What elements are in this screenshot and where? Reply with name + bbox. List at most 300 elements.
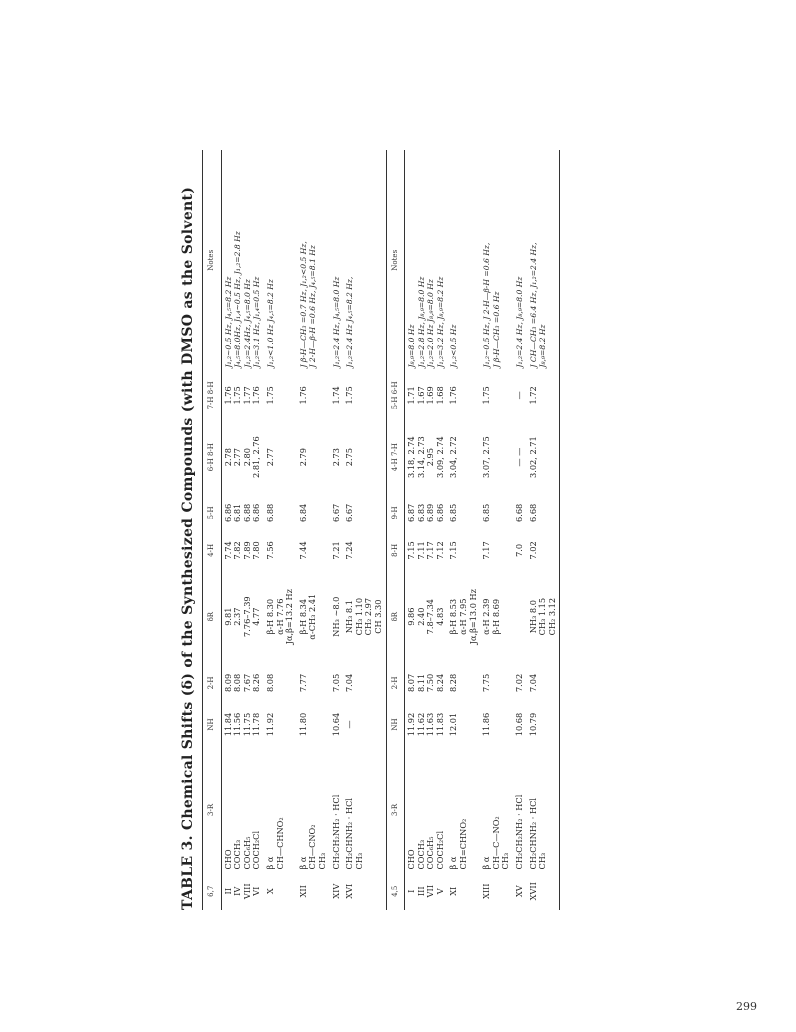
substituent-r [264,747,297,872]
r-shift-line: α-H 7.95 [458,598,469,635]
r-shift-line: CH 3.30 [372,599,383,634]
h4-shift-line: 7.0 [514,543,525,557]
h6-h8-shift [343,420,386,494]
h4-shift-line: 7.21 [330,541,341,560]
r-shift [405,569,448,664]
h4-shift-line: 7.56 [264,541,275,560]
nh-shift-line: 11.80 [297,712,308,737]
h2-shift-line: 8.08 [232,673,243,693]
nh-shift-line: 11.83 [434,712,445,737]
h2-shift-line: 8.08 [264,673,275,693]
coupling-notes-line: J₁,₂∼0.5 Hz, J₄,₅=8.2 Hz [223,276,233,368]
substituent-r-line: CH—CHNO₂ [274,817,285,870]
column-header: 6,7 [203,872,222,910]
h6-h8-shift [480,420,513,494]
table-header-row [203,150,222,910]
column-header: 5-H 6-H [386,371,405,421]
nh-shift-line: 11.78 [251,712,262,737]
h4-shift [527,532,560,570]
compound-number [480,872,513,910]
h5-shift [330,494,344,532]
coupling-notes-line: J₁,₂=3.2 Hz, J₈,₉=8.2 Hz [435,276,445,368]
coupling-notes [221,150,264,371]
table-row [297,150,330,910]
compound-number-line: V [434,888,445,895]
column-header: NH [386,702,405,748]
coupling-notes-line: J₁,₂<1.0 Hz J₄,₅=8.2 Hz [265,279,275,368]
substituent-r [527,747,560,872]
substituent-r [221,747,264,872]
h7-h8-shift-line: 1.68 [434,386,445,405]
h2-shift-line: 8.07 [406,673,417,693]
substituent-r [405,747,448,872]
coupling-notes [447,150,480,371]
shifts-table [202,150,560,910]
h6-h8-shift-line: 3.02, 2.71 [527,436,538,478]
substituent-r-line: β α [264,856,275,870]
substituent-r-line: CHO [406,849,417,870]
h2-shift-line: 7.05 [330,673,341,693]
h5-shift-line: 6.83 [415,503,426,522]
table-row [221,150,264,910]
page-number: 299 [736,1000,757,1013]
compound-number [405,872,448,910]
h7-h8-shift-line: 1.75 [232,386,243,405]
nh-shift-line: 11.63 [425,712,436,737]
r-shift-line: α-H 2.39 [481,598,492,635]
compound-number-line: I [406,889,417,893]
h7-h8-shift-line: 1.76 [297,386,308,405]
h6-h8-shift [221,420,264,494]
h7-h8-shift-line: 1.67 [415,386,426,405]
coupling-notes-line: J₁,₂∼0.5 Hz, J 2-H—β-H =0.6 Hz, [482,242,492,368]
compound-number [264,872,297,910]
column-header: 4-H 7-H [386,420,405,494]
h4-shift-line: 7.12 [434,541,445,560]
nh-shift [447,702,480,748]
compound-number-line: XV [514,885,525,898]
substituent-r-line: CH₃ [500,852,511,870]
h2-shift [513,664,527,702]
h4-shift [264,532,297,570]
substituent-r-line: COCH₂Cl [434,830,445,870]
h6-h8-shift-line: 3.18, 2.74 [406,436,417,478]
r-shift-line: CH₂ 3.12 [546,597,557,636]
nh-shift-line: 10.68 [514,712,525,737]
r-shift [330,569,344,664]
h4-shift-line: 7.24 [344,541,355,560]
h4-shift [480,532,513,570]
substituent-r-line: COCH₃ [415,839,426,870]
compound-number-line: XII [297,885,308,898]
coupling-notes [405,150,448,371]
table-row [447,150,480,910]
coupling-notes-line: J₁,₂=2.0 Hz J₈,₉=8.0 Hz [426,279,436,368]
compound-number [330,872,344,910]
h4-shift [447,532,480,570]
r-shift-line: NH₃ 8.0 [527,600,538,634]
substituent-r [330,747,344,872]
coupling-notes-line: J β-H—CH₃ =0.6 Hz [491,291,501,368]
h6-h8-shift-line: 2.77 [232,448,243,467]
substituent-r [480,747,513,872]
h2-shift-line: 7.67 [241,673,252,693]
coupling-notes [527,150,560,371]
nh-shift [297,702,330,748]
h2-shift [343,664,386,702]
nh-shift-line: 11.56 [232,712,243,737]
h6-h8-shift [447,420,480,494]
nh-shift [480,702,513,748]
r-shift-line: β-H 8.30 [264,598,275,635]
nh-shift [330,702,344,748]
table-row [264,150,297,910]
coupling-notes-line: J₁,₂=2.4 Hz, J₄,₅=8.0 Hz [331,276,341,368]
column-header: 6-H 8-H [203,420,222,494]
compound-number-line: VI [251,886,262,896]
h7-h8-shift-line: 1.69 [425,386,436,405]
h7-h8-shift-line: 1.71 [406,386,417,405]
compound-number-line: XVII [527,882,538,901]
h4-shift-line: 7.17 [425,541,436,560]
column-header: 7-H 8-H [203,371,222,421]
column-header: 2-H [386,664,405,702]
h7-h8-shift-line: 1.72 [527,386,538,405]
compound-number-line: XI [448,886,459,896]
h2-shift-line: 8.09 [222,673,233,693]
nh-shift [221,702,264,748]
substituent-r-line: COC₆H₅ [425,836,436,870]
column-header: 4,5 [386,872,405,910]
r-shift-line: α-CH₃ 2.41 [307,593,318,640]
r-shift-line: NH₃ ∼8.0 [330,596,341,637]
substituent-r-line: CH=CHNO₂ [458,818,469,870]
h2-shift-line: 7.04 [527,673,538,693]
substituent-r-line: CH₂CH₂NH₂ · HCl [330,794,341,870]
h6-h8-shift-line: 3.07, 2.75 [481,436,492,478]
r-shift-line: CH₃ 1.10 [353,597,364,636]
h7-h8-shift [447,371,480,421]
h6-h8-shift-line: 2.78 [222,448,233,467]
nh-shift-line: 11.75 [241,712,252,737]
substituent-r [447,747,480,872]
compound-number-line: IV [232,886,243,896]
table-header-row [386,150,405,910]
h6-h8-shift-line: 3.14, 2.73 [415,436,426,478]
coupling-notes-line: J₁,₂=2.4 Hz, J₈,₉=8.0 Hz [515,276,525,368]
substituent-r-line: CH—CNO₂ [307,824,318,870]
coupling-notes [343,150,386,371]
h6-h8-shift-line: 2.79 [297,448,308,467]
h6-h8-shift-line: 2.95 [425,448,436,467]
column-header: 8-H [386,532,405,570]
h5-shift-line: 6.67 [344,503,355,522]
h7-h8-shift [343,371,386,421]
h6-h8-shift-line: 3.09, 2.74 [434,436,445,478]
r-shift [343,569,386,664]
column-header: 5-H [203,494,222,532]
h5-shift [447,494,480,532]
h6-h8-shift-line: — — [514,447,525,467]
h5-shift [527,494,560,532]
coupling-notes [480,150,513,371]
h4-shift-line: 7.82 [232,541,243,560]
substituent-r-line: β α [448,856,459,870]
h5-shift-line: 6.88 [264,503,275,522]
h6-h8-shift-line: 2.80 [241,448,252,467]
h6-h8-shift [330,420,344,494]
h2-shift [330,664,344,702]
h4-shift-line: 7.11 [415,541,426,560]
h4-shift [330,532,344,570]
h2-shift-line: 7.02 [514,673,525,693]
r-shift-line: Jα,β=13.2 Hz [284,589,295,645]
coupling-notes [330,150,344,371]
table-row [343,150,386,910]
substituent-r-line: β α [481,856,492,870]
h5-shift-line: 6.86 [222,503,233,522]
h4-shift-line: 7.17 [481,541,492,560]
coupling-notes [297,150,330,371]
r-shift-line: CH₃ 1.15 [537,597,548,636]
coupling-notes-line: J₁,₂=3.1 Hz, J₁,₄=0.5 Hz [252,276,262,368]
r-shift [527,569,560,664]
h2-shift [480,664,513,702]
nh-shift-line: — [344,720,355,729]
h7-h8-shift [297,371,330,421]
h2-shift-line: 7.50 [425,673,436,693]
column-header: 4-H [203,532,222,570]
nh-shift-line: 10.79 [527,712,538,737]
coupling-notes-line: J₁,₂=2.4 Hz J₄,₅=8.2 Hz, [345,276,355,368]
h4-shift [297,532,330,570]
nh-shift [343,702,386,748]
r-shift-line: 2.40 [415,607,426,626]
compound-number-line: VII [425,885,436,898]
h7-h8-shift-line: 1.75 [264,386,275,405]
h6-h8-shift-line: 2.73 [330,448,341,467]
substituent-r-line: CH₃ [316,852,327,870]
h2-shift [405,664,448,702]
rotated-table-page [180,150,740,910]
h7-h8-shift-line: 1.75 [481,386,492,405]
h2-shift [264,664,297,702]
h7-h8-shift [221,371,264,421]
h5-shift-line: 6.81 [232,503,243,522]
coupling-notes-line: J₈,₉=8.2 Hz [538,324,548,368]
nh-shift [513,702,527,748]
coupling-notes-line: J₄,₅=8.0Hz, J₁,₄∼0.5 Hz, J₁,₂=2.8 Hz [233,231,243,368]
nh-shift-line: 11.62 [415,712,426,737]
table-row [330,150,344,910]
column-header: 2-H [203,664,222,702]
h2-shift-line: 8.11 [415,673,426,693]
substituent-r-line: COCH₂Cl [251,830,262,870]
h5-shift-line: 6.68 [527,503,538,522]
h5-shift [297,494,330,532]
compound-number-line: XIV [330,883,341,899]
h2-shift [447,664,480,702]
coupling-notes [264,150,297,371]
h5-shift-line: 6.84 [297,503,308,522]
h5-shift-line: 6.86 [251,503,262,522]
h6-h8-shift [264,420,297,494]
h2-shift-line: 7.75 [481,673,492,693]
compound-number-line: XIII [481,883,492,900]
h6-h8-shift [527,420,560,494]
coupling-notes-line: J CH—CH₃ =6.4 Hz, J₁,₂=2.4 Hz, [528,242,538,368]
h5-shift [405,494,448,532]
h5-shift-line: 6.85 [481,503,492,522]
substituent-r-line: CH—C—NO₂ [490,816,501,870]
substituent-r-line: CH₂CHNH₂ · HCl [527,797,538,870]
h7-h8-shift-line: 1.77 [241,386,252,405]
h7-h8-shift [330,371,344,421]
coupling-notes [513,150,527,371]
h2-shift-line: 8.26 [251,673,262,693]
h7-h8-shift-line: — [514,391,525,400]
h5-shift [264,494,297,532]
compound-number-line: XVI [344,883,355,899]
r-shift-line: β-H 8.34 [297,598,308,635]
r-shift-line: 4.77 [251,607,262,626]
nh-shift-line: 11.92 [406,712,417,737]
nh-shift-line: 11.92 [264,712,275,737]
h6-h8-shift-line: 2.77 [264,448,275,467]
h4-shift [513,532,527,570]
nh-shift-line: 11.86 [481,712,492,737]
h2-shift [297,664,330,702]
coupling-notes-line: J₁,₂<0.5 Hz [449,324,459,368]
substituent-r [297,747,330,872]
compound-number [447,872,480,910]
substituent-r-line: CH₂CHNH₂ · HCl [344,797,355,870]
h2-shift-line: 8.28 [448,673,459,693]
r-shift-line: β-H 8.53 [448,598,459,635]
r-shift [513,569,527,664]
h4-shift-line: 7.89 [241,541,252,560]
r-shift-line: CH₂ 2.97 [363,597,374,636]
h5-shift-line: 6.85 [448,503,459,522]
column-header: δR [386,569,405,664]
substituent-r-line: CH₃ [537,852,548,870]
table-caption: TABLE 3. Chemical Shifts (δ) of the Synthesized Compounds (with DMSO as the Solvent) [180,186,196,910]
h6-h8-shift-line: 3.04, 2.72 [448,436,459,478]
r-shift-line: 4.83 [434,607,445,626]
compound-number [527,872,560,910]
r-shift-line: 2.37 [232,607,243,626]
substituent-r [343,747,386,872]
substituent-r [513,747,527,872]
h7-h8-shift [527,371,560,421]
h6-h8-shift [405,420,448,494]
coupling-notes-line: J₁,₂=2.4Hz, J₄,₅=8.0 Hz [242,279,252,368]
compound-number [343,872,386,910]
h7-h8-shift [513,371,527,421]
compound-number [221,872,264,910]
column-header: δR [203,569,222,664]
h5-shift-line: 6.88 [241,503,252,522]
h5-shift [480,494,513,532]
coupling-notes-line: J₁,₂=2.8 Hz, J₈,₉=8.0 Hz [416,276,426,368]
h6-h8-shift [297,420,330,494]
r-shift [221,569,264,664]
compound-number-line: II [222,888,233,895]
table-row [480,150,513,910]
h7-h8-shift-line: 1.75 [344,386,355,405]
nh-shift [527,702,560,748]
h4-shift-line: 7.15 [448,541,459,560]
h2-shift [527,664,560,702]
h6-h8-shift-line: 2.75 [344,448,355,467]
r-shift-line: 9.86 [406,607,417,626]
h6-h8-shift [513,420,527,494]
h5-shift-line: 6.67 [330,503,341,522]
h4-shift-line: 7.80 [251,541,262,560]
column-header: NH [203,702,222,748]
h2-shift-line: 7.77 [297,673,308,693]
nh-shift [264,702,297,748]
h2-shift [221,664,264,702]
r-shift [447,569,480,664]
nh-shift [405,702,448,748]
h7-h8-shift [405,371,448,421]
column-header: 3-R [386,747,405,872]
coupling-notes-line: J 2-H—β-H =0.6 Hz, J₄,₅=8.1 Hz [308,245,318,368]
h5-shift [513,494,527,532]
h7-h8-shift-line: 1.74 [330,386,341,405]
nh-shift-line: 12.01 [448,712,459,737]
r-shift-line: 9.81 [222,607,233,626]
coupling-notes-line: J₈,₉=8.0 Hz [407,324,417,368]
h4-shift-line: 7.74 [222,541,233,560]
substituent-r-line: β α [297,856,308,870]
r-shift-line: NH₃ 8.1 [344,600,355,634]
r-shift-line: β-H 8.69 [490,598,501,635]
h5-shift [343,494,386,532]
substituent-r-line: COCH₃ [232,839,243,870]
table-row [527,150,560,910]
h4-shift [343,532,386,570]
table-row [513,150,527,910]
h2-shift-line: 8.24 [434,673,445,693]
compound-number [297,872,330,910]
r-shift-line: Jα,β=13.0 Hz [467,589,478,645]
r-shift-line: α-H 7.76 [274,598,285,635]
h7-h8-shift-line: 1.76 [222,386,233,405]
table-row [405,150,448,910]
coupling-notes-line: J β-H—CH₃ =0.7 Hz, J₁,₂<0.5 Hz, [298,241,308,368]
compound-number [513,872,527,910]
h7-h8-shift [264,371,297,421]
substituent-r-line: CH₂CH₂NH₂ · HCl [514,794,525,870]
h7-h8-shift-line: 1.76 [251,386,262,405]
h4-shift-line: 7.44 [297,541,308,560]
h2-shift-line: 7.04 [344,673,355,693]
h4-shift [221,532,264,570]
substituent-r-line: CHO [222,849,233,870]
h4-shift [405,532,448,570]
nh-shift-line: 11.84 [222,712,233,737]
column-header: Notes [203,150,222,371]
compound-number-line: III [415,886,426,897]
h5-shift-line: 6.86 [434,503,445,522]
r-shift-line: 7.8–7.34 [425,598,436,635]
r-shift [297,569,330,664]
h6-h8-shift-line: 2.81, 2.76 [251,436,262,478]
nh-shift-line: 10.64 [330,712,341,737]
h7-h8-shift-line: 1.76 [448,386,459,405]
